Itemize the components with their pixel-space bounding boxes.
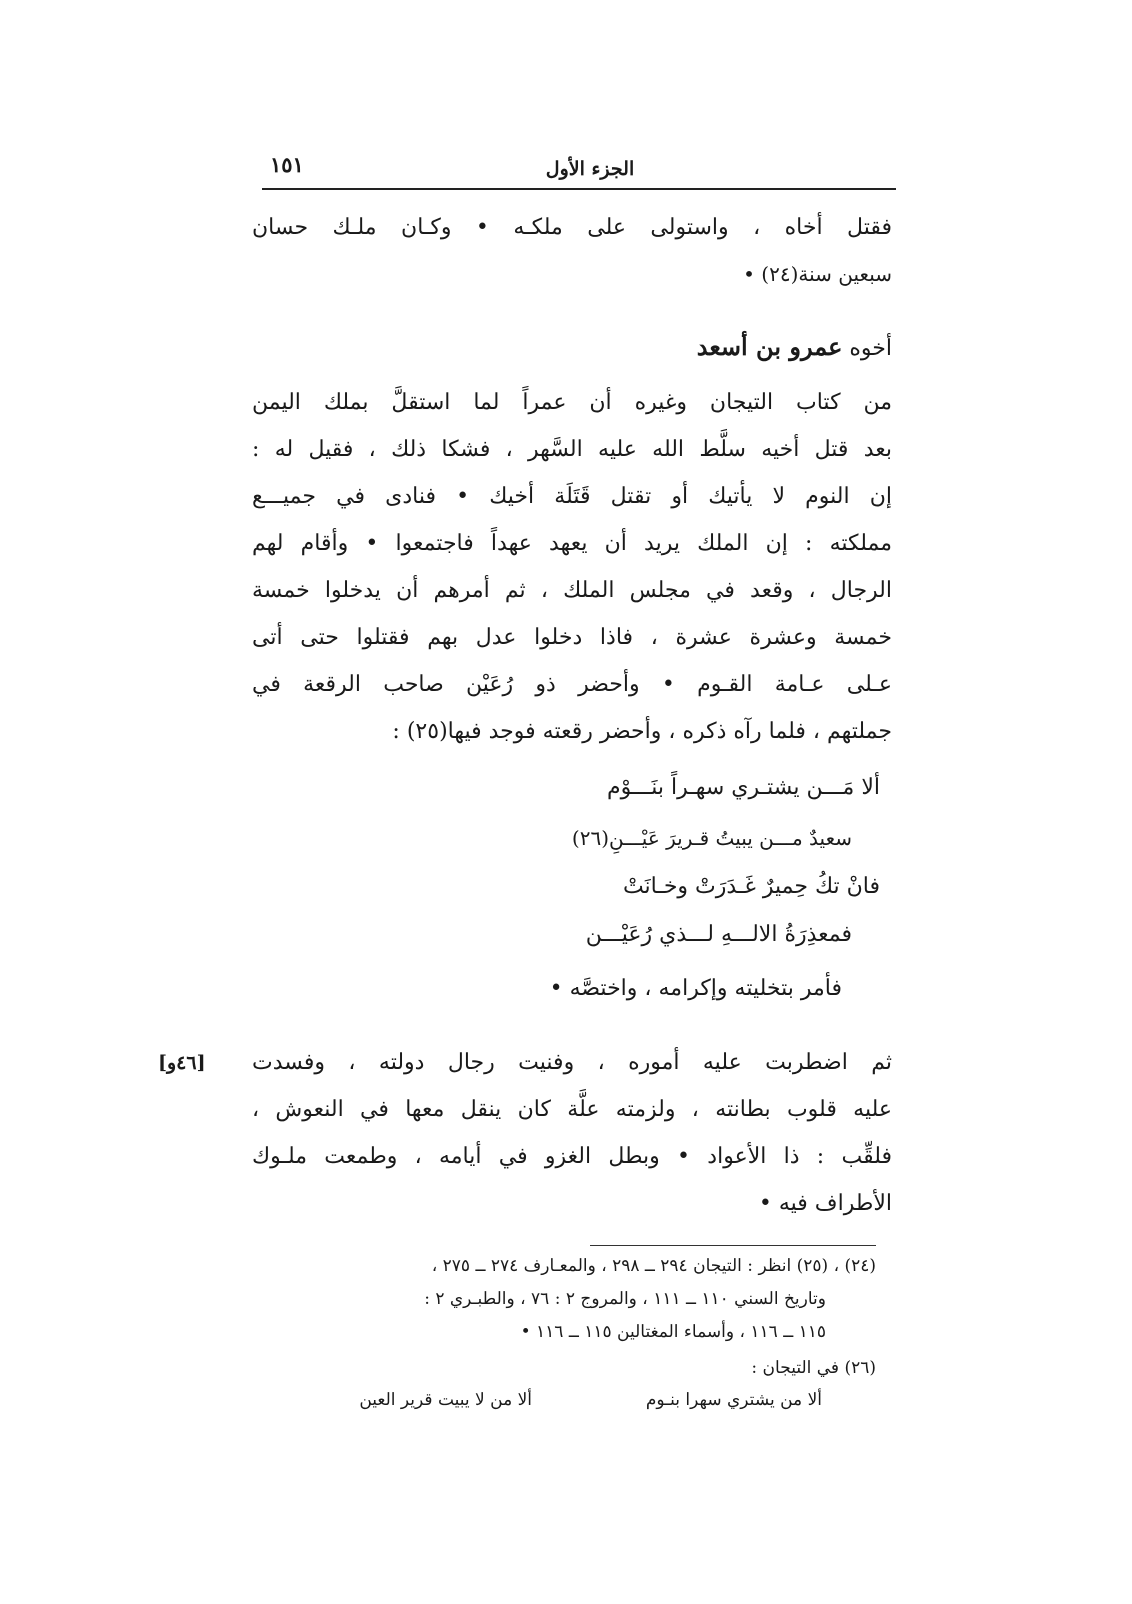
footnote-24-25-line-3: ١١٥ ــ ١١٦ ، وأسماء المغتالين ١١٥ ــ ١١٦ • — [520, 1322, 826, 1342]
body-line-3: إن النوم لا يأتيك أو تقتل قَتَلَة أخيك • فنادى في جميـــع — [252, 484, 892, 509]
footnote-24-25-line-1: (٢٤) ، (٢٥) انظر : التيجان ٢٩٤ ــ ٢٩٨ ، والمعـارف ٢٧٤ ــ ٢٧٥ ، — [431, 1256, 876, 1276]
para2-line-4: الأطراف فيه • — [758, 1191, 892, 1216]
margin-folio-ref: [٤٦و] — [158, 1052, 206, 1074]
body-line-7: عـلى عـامة القـوم • وأحضر ذو رُعَيْن صاحب الرقعة في — [252, 672, 892, 697]
body-line-6: خمسة وعشرة عشرة ، فاذا دخلوا عدل بهم فقتلوا حتى أتى — [252, 625, 892, 650]
footnote-26-verse-first: ألا من يشتري سهرا بنـوم — [645, 1390, 822, 1410]
header-rule — [262, 188, 896, 190]
page-number: ١٥١ — [270, 152, 304, 177]
intro-line-2: سبعين سنة(٢٤) • — [743, 262, 892, 286]
running-header-title: الجزء الأول — [545, 158, 635, 180]
body-line-4: مملكته : إن الملك يريد أن يعهد عهداً فاجتمعوا • وأقام لهم — [252, 531, 892, 556]
para2-line-1: ثم اضطربت عليه أموره ، وفنيت رجال دولته ، وفسدت — [252, 1050, 892, 1075]
after-verse-line: فأمر بتخليته وإكرامه ، واختصَّه • — [549, 976, 842, 1001]
verse-1-first-half: ألا مَـــن يشتـري سهـراً بنَـــوْم — [606, 775, 880, 800]
body-line-2: بعد قتل أخيه سلَّط الله عليه السَّهر ، فشكا ذلك ، فقيل له : — [252, 437, 892, 462]
body-line-1: من كتاب التيجان وغيره أن عمراً لما استقلَّ بملك اليمن — [252, 390, 892, 415]
footnote-26-verse-second: ألا من لا يبيت قرير العين — [359, 1390, 532, 1410]
footnote-rule — [590, 1245, 876, 1246]
verse-2-second-half: فمعذِرَةُ الالـــهِ لـــذي رُعَيْـــن — [585, 922, 852, 947]
body-line-5: الرجال ، وقعد في مجلس الملك ، ثم أمرهم أن يدخلوا خمسة — [252, 578, 892, 603]
para2-line-3: فلقِّب : ذا الأعواد • وبطل الغزو في أيامه ، وطمعت ملـوك — [252, 1144, 892, 1169]
section-heading — [697, 332, 892, 361]
footnote-26-label: (٢٦) في التيجان : — [751, 1358, 876, 1378]
verse-1-second-half: سعيدٌ مـــن يبيتُ قـريرَ عَيْـــنِ(٢٦) — [571, 826, 852, 850]
para2-line-2: عليه قلوب بطانته ، ولزمته علَّة كان ينقل معها في النعوش ، — [252, 1097, 892, 1122]
section-prefix: أخوه — [849, 336, 892, 361]
verse-2-first-half: فانْ تكُ حِميرٌ غَـدَرَتْ وخـانَتْ — [622, 874, 880, 899]
intro-line-1: فقتل أخاه ، واستولى على ملكـه • وكـان ملـك حسان — [252, 215, 892, 240]
footnote-24-25-line-2: وتاريخ السني ١١٠ ــ ١١١ ، والمروج ٢ : ٧٦ ، والطبـري ٢ : — [424, 1289, 826, 1309]
section-name: عمرو بن أسعد — [696, 332, 843, 361]
body-line-8: جملتهم ، فلما رآه ذكره ، وأحضر رقعته فوجد فيها(٢٥) : — [392, 719, 892, 744]
